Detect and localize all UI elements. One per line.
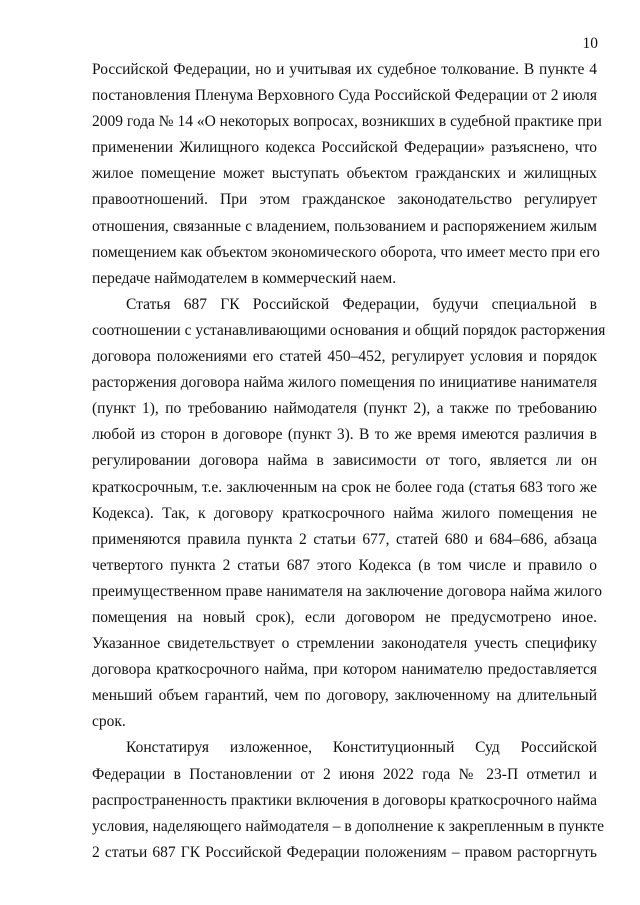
text-line: условия, наделяющего наймодателя – в дополнение к закрепленным в пункте bbox=[92, 817, 604, 835]
text-line: помещения на новый срок), если договором не предусмотрено иное. bbox=[92, 608, 597, 626]
text-line: жилое помещение может выступать объектом гражданских и жилищных bbox=[92, 165, 597, 183]
text-line: Кодекса). Так, к договору краткосрочного найма жилого помещения не bbox=[92, 504, 597, 522]
text-line: Российской Федерации, но и учитывая их судебное толкование. В пункте 4 bbox=[92, 61, 597, 78]
text-line: соотношении с устанавливающими основания и общий порядок расторжения bbox=[92, 321, 606, 339]
text-line: отношения, связанные с владением, пользованием и распоряжением жилым bbox=[92, 217, 597, 235]
text-line: (пункт 1), по требованию наймодателя (пункт 2), а также по требованию bbox=[92, 400, 597, 418]
text-line: Федерации в Постановлении от 2 июня 2022 года № 23-П отметил и bbox=[92, 765, 597, 783]
text-line: Констатируя изложенное, Конституционный Суд Российской bbox=[126, 739, 597, 757]
text-line: постановления Пленума Верховного Суда Российской Федерации от 2 июля bbox=[92, 87, 597, 105]
paragraph-2 bbox=[92, 292, 606, 736]
paragraph-1 bbox=[92, 57, 602, 292]
text-line: четвертого пункта 2 статьи 687 этого Кодекса (в том числе и правило о bbox=[92, 556, 597, 574]
text-line: срок. bbox=[92, 713, 126, 731]
text-line: передаче наймодателем в коммерческий наем. bbox=[92, 269, 397, 287]
text-line: применяются правила пункта 2 статьи 677, статей 680 и 684–686, абзаца bbox=[92, 530, 597, 548]
text-line: краткосрочным, т.е. заключенным на срок не более года (статья 683 того же bbox=[92, 478, 597, 496]
text-line: 2 статьи 687 ГК Российской Федерации положениям – правом расторгнуть bbox=[92, 843, 597, 861]
text-line: меньший объем гарантий, чем по договору, заключенному на длительный bbox=[92, 687, 597, 705]
text-line: любой из сторон в договоре (пункт 3). В то же время имеются различия в bbox=[92, 426, 597, 444]
text-line: применении Жилищного кодекса Российской Федерации» разъяснено, что bbox=[92, 139, 597, 157]
text-line: договора краткосрочного найма, при котором нанимателю предоставляется bbox=[92, 661, 597, 679]
paragraph-3 bbox=[92, 735, 604, 865]
text-line: регулировании договора найма в зависимости от того, является ли он bbox=[92, 452, 597, 470]
text-line: помещением как объектом экономического оборота, что имеет место при его bbox=[92, 243, 600, 261]
text-line: распространенность практики включения в договоры краткосрочного найма bbox=[92, 791, 597, 809]
text-line: расторжения договора найма жилого помещения по инициативе нанимателя bbox=[92, 374, 597, 392]
text-line: Указанное свидетельствует о стремлении законодателя учесть специфику bbox=[92, 635, 597, 653]
page-number: 10 bbox=[582, 35, 598, 52]
text-line: Статья 687 ГК Российской Федерации, будучи специальной в bbox=[126, 295, 597, 313]
text-line: преимущественном праве нанимателя на заключение договора найма жилого bbox=[92, 582, 603, 600]
text-line: договора положениями его статей 450–452, регулирует условия и порядок bbox=[92, 348, 597, 366]
document-body bbox=[92, 57, 606, 866]
text-line: правоотношений. При этом гражданское законодательство регулирует bbox=[92, 191, 597, 209]
text-line: 2009 года № 14 «О некоторых вопросах, возникших в судебной практике при bbox=[92, 113, 602, 131]
